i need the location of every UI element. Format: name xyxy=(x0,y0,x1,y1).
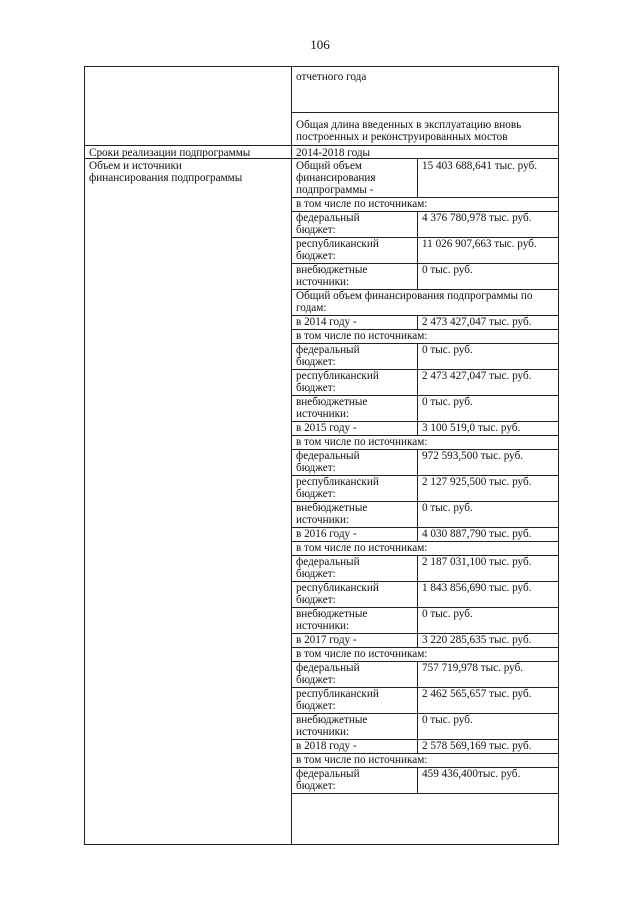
year-source-label: республиканский бюджет: xyxy=(296,688,379,712)
page-number: 106 xyxy=(310,37,330,52)
year-source-label: республиканский бюджет: xyxy=(296,476,379,500)
year-source-label: федеральный бюджет: xyxy=(296,556,360,580)
cell-divider xyxy=(417,263,418,289)
year-source-label: внебюджетные источники: xyxy=(296,502,368,526)
year-sources-label: в том числе по источникам: xyxy=(296,754,428,766)
year-source-value: 757 719,978 тыс. руб. xyxy=(422,662,524,674)
cell-divider xyxy=(417,633,418,647)
cell-divider xyxy=(417,395,418,421)
indicator-text: Общая длина введенных в эксплуатацию вновь построенных и реконструированных мостов xyxy=(296,119,522,143)
year-source-label: внебюджетные источники: xyxy=(296,608,368,632)
year-label: в 2016 году - xyxy=(296,528,357,540)
total-value: 15 403 688,641 тыс. руб. xyxy=(422,160,538,172)
period-value: 2014-2018 годы xyxy=(296,147,371,159)
row-divider xyxy=(85,158,558,159)
cell-divider xyxy=(417,555,418,581)
year-source-value: 1 843 856,690 тыс. руб. xyxy=(422,582,532,594)
year-source-value: 2 462 565,657 тыс. руб. xyxy=(422,688,532,700)
year-source-label: федеральный бюджет: xyxy=(296,662,360,686)
column-divider xyxy=(291,67,292,844)
cell-divider xyxy=(417,607,418,633)
year-source-label: республиканский бюджет: xyxy=(296,582,379,606)
cell-divider xyxy=(417,713,418,739)
row-divider xyxy=(291,793,558,794)
year-source-value: 2 473 427,047 тыс. руб. xyxy=(422,370,532,382)
year-label: в 2018 году - xyxy=(296,740,357,752)
year-label: в 2015 году - xyxy=(296,422,357,434)
cell-divider xyxy=(417,315,418,329)
total-source-value: 11 026 907,663 тыс. руб. xyxy=(422,238,537,250)
total-source-value: 0 тыс. руб. xyxy=(422,264,473,276)
cell-divider xyxy=(417,237,418,263)
cell-divider xyxy=(417,501,418,527)
year-source-value: 0 тыс. руб. xyxy=(422,502,473,514)
cell-divider xyxy=(417,767,418,793)
year-source-value: 0 тыс. руб. xyxy=(422,608,473,620)
year-source-value: 972 593,500 тыс. руб. xyxy=(422,450,524,462)
total-label: Общий объем финансирования подпрограммы - xyxy=(296,160,376,196)
year-value: 3 100 519,0 тыс. руб. xyxy=(422,422,521,434)
total-source-value: 4 376 780,978 тыс. руб. xyxy=(422,212,532,224)
cell-divider xyxy=(417,475,418,501)
year-source-value: 0 тыс. руб. xyxy=(422,714,473,726)
program-table xyxy=(84,66,559,845)
year-label: в 2014 году - xyxy=(296,316,357,328)
funding-label: Объем и источники финансирования подпрограммы xyxy=(89,160,243,184)
cell-divider xyxy=(417,211,418,237)
year-source-label: внебюджетные источники: xyxy=(296,396,368,420)
year-label: в 2017 году - xyxy=(296,634,357,646)
year-source-value: 459 436,400тыс. руб. xyxy=(422,768,521,780)
year-source-value: 0 тыс. руб. xyxy=(422,344,473,356)
cell-divider xyxy=(417,343,418,369)
by-years-label: Общий объем финансирования подпрограммы по годам: xyxy=(296,290,533,314)
cell-divider xyxy=(417,739,418,753)
row-divider xyxy=(85,145,558,146)
year-value: 3 220 285,635 тыс. руб. xyxy=(422,634,532,646)
year-source-value: 2 187 031,100 тыс. руб. xyxy=(422,556,532,568)
cell-divider xyxy=(417,661,418,687)
year-value: 4 030 887,790 тыс. руб. xyxy=(422,528,532,540)
cell-divider xyxy=(417,687,418,713)
year-value: 2 578 569,169 тыс. руб. xyxy=(422,740,532,752)
cell-divider xyxy=(417,369,418,395)
year-source-value: 2 127 925,500 тыс. руб. xyxy=(422,476,532,488)
total-source-label: федеральный бюджет: xyxy=(296,212,360,236)
year-source-label: федеральный бюджет: xyxy=(296,768,360,792)
cell-divider xyxy=(417,159,418,197)
continuation-text: отчетного года xyxy=(296,71,367,83)
cell-divider xyxy=(417,527,418,541)
year-source-label: республиканский бюджет: xyxy=(296,370,379,394)
cell-divider xyxy=(417,449,418,475)
year-sources-label: в том числе по источникам: xyxy=(296,542,428,554)
year-source-label: федеральный бюджет: xyxy=(296,450,360,474)
including-sources: в том числе по источникам: xyxy=(296,198,428,210)
total-source-label: республиканский бюджет: xyxy=(296,238,379,262)
row-divider xyxy=(291,112,558,113)
total-source-label: внебюджетные источники: xyxy=(296,264,368,288)
period-label: Сроки реализации подпрограммы xyxy=(89,147,251,159)
cell-divider xyxy=(417,421,418,435)
year-sources-label: в том числе по источникам: xyxy=(296,330,428,342)
year-sources-label: в том числе по источникам: xyxy=(296,436,428,448)
year-source-value: 0 тыс. руб. xyxy=(422,396,473,408)
year-source-label: федеральный бюджет: xyxy=(296,344,360,368)
year-source-label: внебюджетные источники: xyxy=(296,714,368,738)
year-sources-label: в том числе по источникам: xyxy=(296,648,428,660)
year-value: 2 473 427,047 тыс. руб. xyxy=(422,316,532,328)
cell-divider xyxy=(417,581,418,607)
